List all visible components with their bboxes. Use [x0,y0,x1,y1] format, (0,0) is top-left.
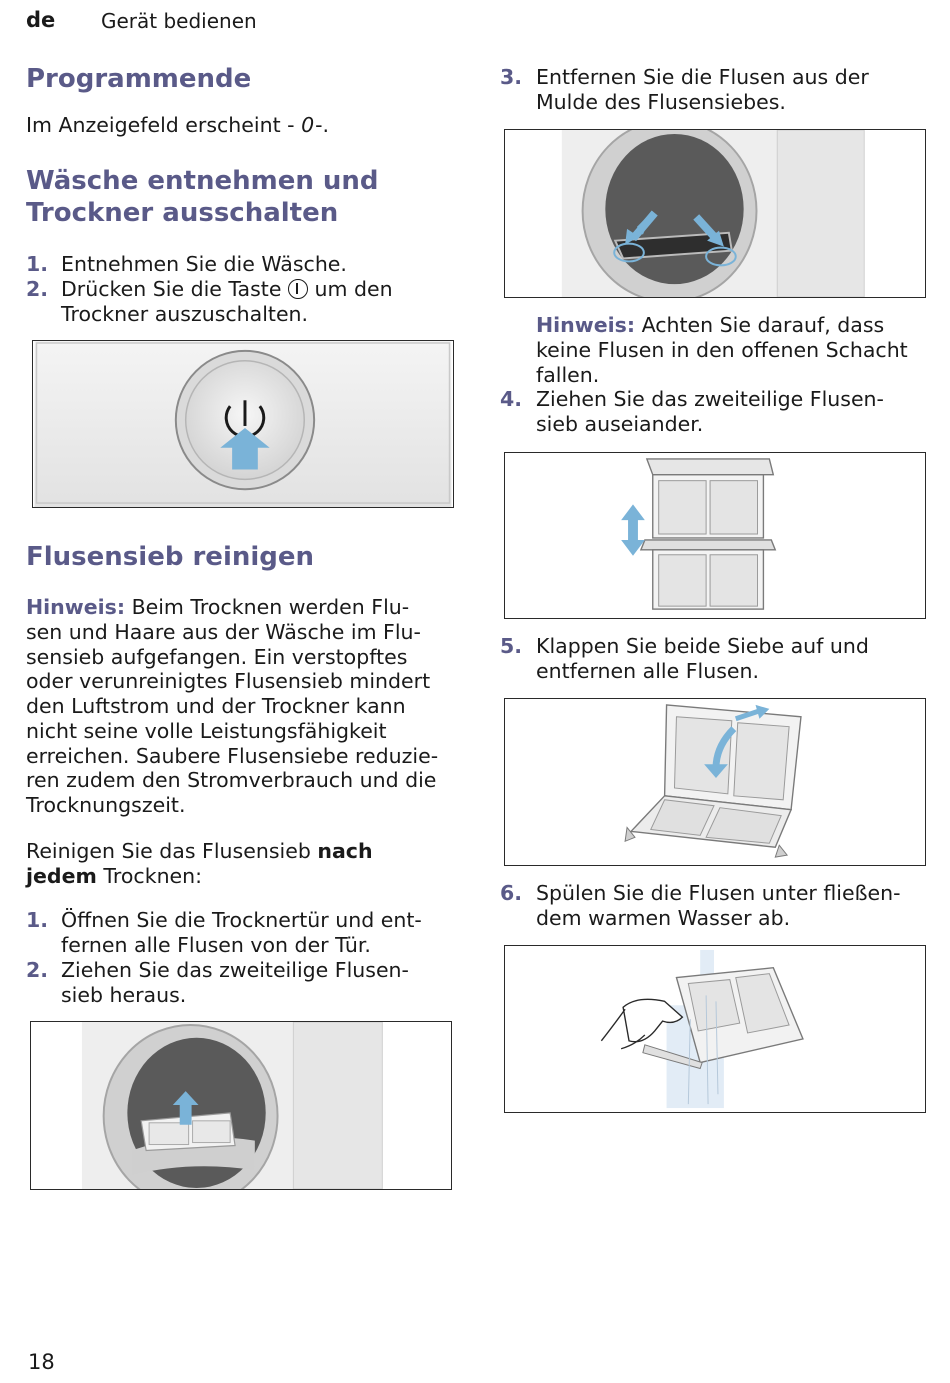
clean-text: Reinigen Sie das Flusensieb [26,839,318,863]
step-text: sieb heraus. [61,983,187,1007]
hint-line [26,595,409,620]
step-text-after: um den [307,277,393,301]
step-text: Ziehen Sie das zweiteilige Flusen- [61,958,409,982]
step-text: Trockner auszuschalten. [61,302,309,326]
programmende-text [26,113,329,138]
step-text: Entnehmen Sie die Wäsche. [61,252,347,276]
language-code: de [26,8,56,32]
hint-line: sen und Haare aus der Wäsche im Flu- [26,620,421,644]
heading-waesche-line1: Wäsche entnehmen und [26,166,379,196]
hint-line: ren zudem den Stromverbrauch und die [26,768,437,792]
programmende-text-before: Im Anzeigefeld erscheint - [26,113,302,137]
step-text: Spülen Sie die Flusen unter fließen- [536,881,901,905]
clean-instruction-line2 [26,864,202,889]
hint-line: Trocknungszeit. [26,793,186,817]
step-text: Entfernen Sie die Flusen aus der [536,65,869,89]
step-text: Öffnen Sie die Trocknertür und ent- [61,908,422,932]
heading-waesche-line2: Trockner ausschalten [26,198,339,228]
hint-line: den Luftstrom und der Trockner kann [26,694,406,718]
step-number: 2. [26,277,49,301]
step-number: 5. [500,634,523,658]
step-number: 1. [26,252,49,276]
figure-rinse-filter [504,945,926,1113]
hint-line [536,313,884,338]
hint-label: Hinweis: [536,313,636,337]
step-text-before: Drücken Sie die Taste [61,277,288,301]
display-digit: 0 [301,113,316,137]
figure-power-button [32,340,454,508]
clean-bold: jedem [26,864,97,888]
step-text [61,277,393,302]
hint-line: keine Flusen in den offenen Schacht [536,338,908,362]
step-number: 3. [500,65,523,89]
clean-text: Trocknen: [96,864,203,888]
hint-text: Achten Sie darauf, dass [635,313,885,337]
step-number: 2. [26,958,49,982]
power-icon [288,279,308,299]
step-text: Klappen Sie beide Siebe auf und [536,634,869,658]
step-number: 6. [500,881,523,905]
hint-line: fallen. [536,363,600,387]
figure-separate-filter [504,452,926,619]
heading-programmende: Programmende [26,64,252,94]
clean-instruction-line1 [26,839,373,864]
hint-line: sensieb aufgefangen. Ein verstopftes [26,645,408,669]
heading-flusensieb: Flusensieb reinigen [26,542,315,572]
step-number: 1. [26,908,49,932]
step-text: fernen alle Flusen von der Tür. [61,933,371,957]
hint-line: erreichen. Saubere Flusensiebe reduzie- [26,744,439,768]
hint-text: Beim Trocknen werden Flu- [125,595,410,619]
clean-bold: nach [317,839,373,863]
step-text: entfernen alle Flusen. [536,659,760,683]
figure-remove-lint-trough [504,129,926,298]
chapter-title: Gerät bedienen [101,9,257,33]
step-text: sieb auseiander. [536,412,704,436]
figure-fold-open-sieves [504,698,926,866]
hint-line: nicht seine volle Leistungsfähigkeit [26,719,387,743]
page-number: 18 [28,1350,55,1374]
step-text: Ziehen Sie das zweiteilige Flusen- [536,387,884,411]
hint-label: Hinweis: [26,595,126,619]
step-text: dem warmen Wasser ab. [536,906,791,930]
hint-line: oder verunreinigtes Flusensieb mindert [26,669,431,693]
step-text: Mulde des Flusensiebes. [536,90,786,114]
step-number: 4. [500,387,523,411]
programmende-text-after: -. [315,113,330,137]
figure-pull-filter [30,1021,452,1190]
